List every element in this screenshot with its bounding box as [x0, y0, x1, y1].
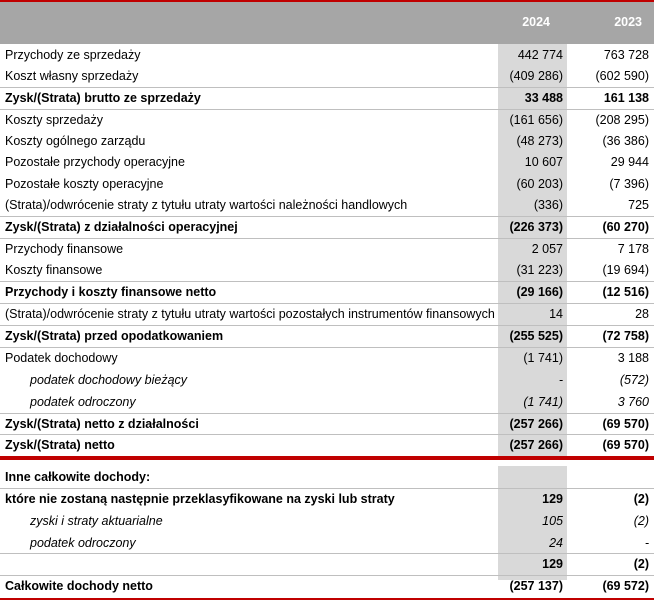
- row-divider: [0, 575, 654, 576]
- value-2024: (161 656): [509, 113, 563, 127]
- value-2023: (69 572): [602, 579, 649, 593]
- value-2024: (255 525): [509, 329, 563, 343]
- value-2024: 33 488: [524, 91, 563, 105]
- value-2023: (572): [619, 373, 649, 387]
- value-2023: (19 694): [602, 263, 649, 277]
- row-label: zyski i straty aktuarialne: [30, 514, 163, 528]
- value-2024: (257 137): [509, 579, 563, 593]
- value-2023: (7 396): [609, 177, 649, 191]
- row-label: Przychody finansowe: [5, 242, 124, 256]
- value-2024: (257 266): [509, 438, 563, 452]
- row-label: Pozostałe przychody operacyjne: [5, 155, 185, 169]
- row-divider: [0, 281, 654, 282]
- row-label: które nie zostaną następnie przeklasyfikowane na zyski lub straty: [5, 492, 395, 506]
- row-divider: [0, 553, 654, 554]
- row-label: Koszt własny sprzedaży: [5, 69, 139, 83]
- total-divider: [0, 458, 654, 460]
- value-2023: 29 944: [610, 155, 649, 169]
- value-2023: 28: [635, 307, 649, 321]
- value-2023: 3 188: [617, 351, 649, 365]
- row-label: Zysk/(Strata) przed opodatkowaniem: [5, 329, 224, 343]
- value-2023: (12 516): [602, 285, 649, 299]
- row-divider: [0, 216, 654, 217]
- value-2023: (2): [633, 514, 649, 528]
- value-2023: 3 760: [617, 395, 649, 409]
- row-label: Inne całkowite dochody:: [5, 470, 151, 484]
- value-2023: (60 270): [602, 220, 649, 234]
- value-2023: (69 570): [602, 417, 649, 431]
- value-2024: (226 373): [509, 220, 563, 234]
- row-label: Podatek dochodowy: [5, 351, 118, 365]
- value-2024: (60 203): [516, 177, 563, 191]
- row-label: Zysk/(Strata) brutto ze sprzedaży: [5, 91, 201, 105]
- header-year-2024: 2024: [522, 15, 550, 29]
- value-2024: 14: [549, 307, 563, 321]
- value-2023: 7 178: [617, 242, 649, 256]
- value-2024: 24: [549, 536, 563, 550]
- row-divider: [0, 488, 654, 489]
- row-label: Zysk/(Strata) netto: [5, 438, 115, 452]
- value-2023: 161 138: [603, 91, 649, 105]
- value-2023: 763 728: [603, 48, 649, 62]
- value-2024: (1 741): [523, 395, 563, 409]
- row-divider: [0, 109, 654, 110]
- row-label: podatek odroczony: [30, 395, 136, 409]
- value-2024: 129: [542, 557, 563, 571]
- total-divider: [0, 598, 654, 600]
- row-label: Całkowite dochody netto: [5, 579, 153, 593]
- value-2023: (208 295): [595, 113, 649, 127]
- table-header: [0, 0, 654, 44]
- value-2023: (2): [633, 557, 649, 571]
- row-divider: [0, 87, 654, 88]
- row-divider: [0, 434, 654, 435]
- value-2023: (69 570): [602, 438, 649, 452]
- row-label: podatek dochodowy bieżący: [30, 373, 188, 387]
- row-label: (Strata)/odwrócenie straty z tytułu utraty wartości należności handlowych: [5, 198, 408, 212]
- value-2024: (409 286): [509, 69, 563, 83]
- row-label: Przychody i koszty finansowe netto: [5, 285, 217, 299]
- row-label: (Strata)/odwrócenie straty z tytułu utraty wartości pozostałych instrumentów finansowych: [5, 307, 495, 321]
- header-year-2023: 2023: [614, 15, 642, 29]
- value-2023: (36 386): [602, 134, 649, 148]
- value-2024: -: [558, 373, 563, 387]
- row-label: Przychody ze sprzedaży: [5, 48, 141, 62]
- value-2024: 10 607: [524, 155, 563, 169]
- value-2023: 725: [628, 198, 649, 212]
- row-divider: [0, 303, 654, 304]
- row-label: Zysk/(Strata) netto z działalności: [5, 417, 199, 431]
- value-2024: 2 057: [531, 242, 563, 256]
- value-2024: 442 774: [517, 48, 563, 62]
- value-2023: (2): [633, 492, 649, 506]
- row-label: Pozostałe koszty operacyjne: [5, 177, 164, 191]
- value-2023: (602 590): [595, 69, 649, 83]
- row-label: Koszty sprzedaży: [5, 113, 103, 127]
- value-2024: 105: [542, 514, 563, 528]
- row-divider: [0, 413, 654, 414]
- row-divider: [0, 347, 654, 348]
- value-2023: (72 758): [602, 329, 649, 343]
- row-label: Zysk/(Strata) z działalności operacyjnej: [5, 220, 238, 234]
- row-divider: [0, 238, 654, 239]
- value-2024: (336): [533, 198, 563, 212]
- value-2023: -: [644, 536, 649, 550]
- value-2024: 129: [542, 492, 563, 506]
- row-divider: [0, 325, 654, 326]
- row-label: Koszty finansowe: [5, 263, 103, 277]
- value-2024: (31 223): [516, 263, 563, 277]
- value-2024: (48 273): [516, 134, 563, 148]
- value-2024: (1 741): [523, 351, 563, 365]
- value-2024: (257 266): [509, 417, 563, 431]
- row-label: Koszty ogólnego zarządu: [5, 134, 146, 148]
- row-label: podatek odroczony: [30, 536, 136, 550]
- value-2024: (29 166): [516, 285, 563, 299]
